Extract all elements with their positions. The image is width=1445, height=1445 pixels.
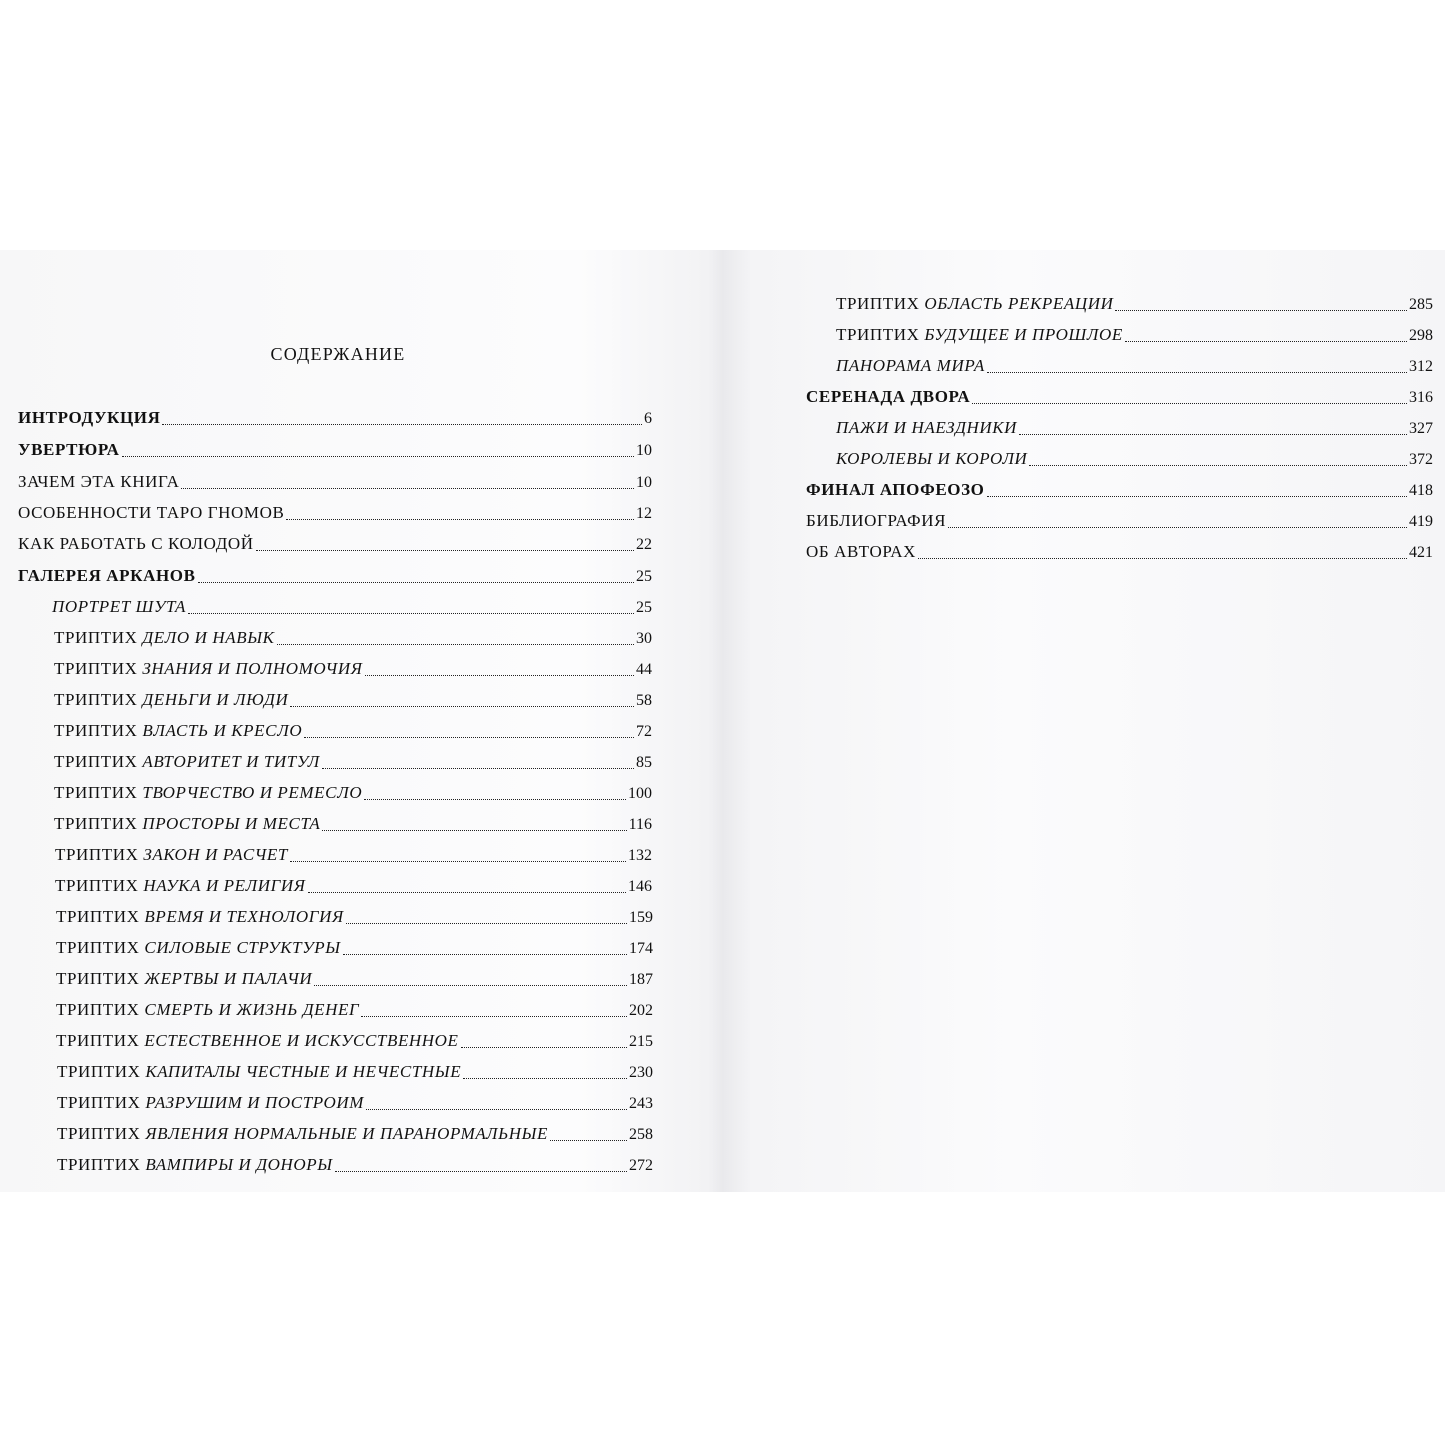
leader-dots (188, 612, 634, 614)
leader-dots (987, 495, 1407, 497)
toc-entry-lead: ТРИПТИХ (56, 907, 145, 926)
toc-entry-label: ЗАКОН И РАСЧЕТ (143, 845, 288, 864)
toc-entry (54, 781, 652, 805)
toc-entry-lead: ТРИПТИХ (54, 814, 143, 833)
toc-entry-lead: ТРИПТИХ (54, 690, 143, 709)
toc-entry-label: ПАЖИ И НАЕЗДНИКИ (836, 418, 1018, 437)
toc-entry-page: 25 (636, 599, 652, 616)
toc-entry-label: ВРЕМЯ И ТЕХНОЛОГИЯ (144, 907, 344, 926)
toc-entry-label: НАУКА И РЕЛИГИЯ (143, 876, 306, 895)
leader-dots (1115, 309, 1407, 311)
toc-entry (57, 1153, 653, 1177)
leader-dots (314, 984, 627, 986)
toc-entry (57, 1122, 653, 1146)
toc-entry-label: ГАЛЕРЕЯ АРКАНОВ (18, 566, 196, 585)
toc-entry-page: 58 (636, 692, 652, 709)
toc-entry-label: СМЕРТЬ И ЖИЗНЬ ДЕНЕГ (144, 1000, 360, 1019)
toc-entry (806, 478, 1433, 502)
toc-entry-label: КАПИТАЛЫ ЧЕСТНЫЕ И НЕЧЕСТНЫЕ (145, 1062, 462, 1081)
toc-entry-lead: ТРИПТИХ (55, 876, 144, 895)
toc-entry-lead: ТРИПТИХ (54, 783, 143, 802)
toc-entry (836, 416, 1433, 440)
toc-entry (806, 385, 1433, 409)
toc-entry-lead: ТРИПТИХ (56, 938, 145, 957)
toc-entry-label: ВЛАСТЬ И КРЕСЛО (142, 721, 303, 740)
toc-entry-label: ПРОСТОРЫ И МЕСТА (142, 814, 321, 833)
leader-dots (366, 1108, 627, 1110)
toc-entry-label: ЯВЛЕНИЯ НОРМАЛЬНЫЕ И ПАРАНОРМАЛЬНЫЕ (145, 1124, 549, 1143)
leader-dots (1125, 340, 1407, 342)
leader-dots (550, 1139, 627, 1141)
leader-dots (304, 736, 634, 738)
toc-entry (806, 540, 1433, 564)
toc-entry (806, 509, 1433, 533)
toc-entry (54, 626, 652, 650)
toc-entry (56, 905, 653, 929)
toc-entry-lead: ТРИПТИХ (54, 752, 143, 771)
toc-entry-page: 85 (636, 754, 652, 771)
toc-entry-label: КОРОЛЕВЫ И КОРОЛИ (836, 449, 1028, 468)
toc-entry-page: 174 (629, 940, 653, 957)
toc-entry-page: 418 (1409, 482, 1433, 499)
toc-entry-page: 116 (628, 816, 652, 833)
toc-entry-label: ОСОБЕННОСТИ ТАРО ГНОМОВ (18, 503, 285, 522)
leader-dots (181, 487, 634, 489)
toc-entry-label: ПАНОРАМА МИРА (836, 356, 985, 375)
toc-entry-page: 12 (636, 505, 652, 522)
toc-entry (57, 1091, 653, 1115)
toc-entry-page: 10 (636, 442, 652, 459)
toc-entry-page: 30 (636, 630, 652, 647)
right-page (722, 250, 1445, 1192)
toc-entry-label: ДЕНЬГИ И ЛЮДИ (142, 690, 289, 709)
leader-dots (365, 674, 634, 676)
leader-dots (1019, 433, 1407, 435)
toc-entry-label: ТВОРЧЕСТВО И РЕМЕСЛО (142, 783, 363, 802)
toc-entry-label: БИБЛИОГРАФИЯ (806, 511, 947, 530)
toc-entry-page: 100 (628, 785, 652, 802)
leader-dots (364, 798, 626, 800)
leader-dots (1029, 464, 1407, 466)
toc-entry (54, 657, 652, 681)
toc-entry-lead: ТРИПТИХ (54, 721, 143, 740)
toc-entry (52, 595, 652, 619)
toc-entry-page: 316 (1409, 389, 1433, 406)
toc-entry-label: ОБЛАСТЬ РЕКРЕАЦИИ (924, 294, 1114, 313)
toc-entry-label: ЕСТЕСТВЕННОЕ И ИСКУССТВЕННОЕ (144, 1031, 459, 1050)
leader-dots (335, 1170, 627, 1172)
toc-entry (55, 843, 652, 867)
toc-entry-label: КАК РАБОТАТЬ С КОЛОДОЙ (18, 534, 254, 553)
toc-entry-label: УВЕРТЮРА (18, 440, 120, 459)
leader-dots (286, 518, 634, 520)
leader-dots (290, 860, 626, 862)
toc-entry (18, 501, 652, 525)
toc-entry-label: СИЛОВЫЕ СТРУКТУРЫ (144, 938, 341, 957)
toc-entry (18, 470, 652, 494)
toc-entry-label: ПОРТРЕТ ШУТА (52, 597, 187, 616)
toc-entry-page: 187 (629, 971, 653, 988)
leader-dots (346, 922, 627, 924)
toc-entry-label: ЗНАНИЯ И ПОЛНОМОЧИЯ (142, 659, 363, 678)
leader-dots (361, 1015, 627, 1017)
leader-dots (972, 402, 1407, 404)
toc-entry (55, 874, 652, 898)
toc-entry-page: 44 (636, 661, 652, 678)
toc-entry-lead: ТРИПТИХ (57, 1093, 146, 1112)
left-page (0, 250, 720, 1192)
toc-entry (18, 564, 652, 588)
toc-entry-label: АВТОРИТЕТ И ТИТУЛ (142, 752, 320, 771)
leader-dots (256, 549, 634, 551)
toc-entry (836, 447, 1433, 471)
toc-entry-lead: ТРИПТИХ (54, 659, 143, 678)
toc-entry (18, 532, 652, 556)
toc-entry-label: СЕРЕНАДА ДВОРА (806, 387, 971, 406)
toc-entry-lead: ТРИПТИХ (56, 1000, 145, 1019)
toc-entry-label: ФИНАЛ АПОФЕОЗО (806, 480, 985, 499)
toc-entry (57, 1060, 653, 1084)
toc-entry-page: 372 (1409, 451, 1433, 468)
toc-entry-page: 230 (629, 1064, 653, 1081)
page-title: СОДЕРЖАНИЕ (270, 344, 406, 364)
toc-entry-lead: ТРИПТИХ (56, 1031, 145, 1050)
toc-entry-page: 258 (629, 1126, 653, 1143)
toc-entry-page: 419 (1409, 513, 1433, 530)
toc-entry (56, 967, 653, 991)
toc-entry-page: 10 (636, 474, 652, 491)
leader-dots (343, 953, 627, 955)
leader-dots (987, 371, 1407, 373)
toc-entry (836, 323, 1433, 347)
toc-entry-label: ДЕЛО И НАВЫК (142, 628, 275, 647)
toc-entry (56, 1029, 653, 1053)
toc-entry (56, 936, 653, 960)
toc-entry-label: ЖЕРТВЫ И ПАЛАЧИ (144, 969, 313, 988)
toc-entry (54, 688, 652, 712)
leader-dots (461, 1046, 627, 1048)
leader-dots (463, 1077, 627, 1079)
toc-entry-page: 298 (1409, 327, 1433, 344)
toc-entry-label: РАЗРУШИМ И ПОСТРОИМ (145, 1093, 365, 1112)
toc-entry-lead: ТРИПТИХ (55, 845, 144, 864)
toc-entry-page: 312 (1409, 358, 1433, 375)
toc-entry (54, 750, 652, 774)
toc-entry-page: 25 (636, 568, 652, 585)
toc-entry-page: 285 (1409, 296, 1433, 313)
toc-entry (54, 812, 652, 836)
toc-entry-lead: ТРИПТИХ (57, 1155, 146, 1174)
leader-dots (122, 455, 634, 457)
toc-entry (836, 354, 1433, 378)
toc-entry-lead: ТРИПТИХ (836, 294, 925, 313)
leader-dots (277, 643, 634, 645)
leader-dots (322, 829, 626, 831)
toc-entry (54, 719, 652, 743)
leader-dots (162, 423, 642, 425)
toc-entry-page: 6 (644, 410, 652, 427)
toc-entry-lead: ТРИПТИХ (54, 628, 143, 647)
toc-entry-page: 243 (629, 1095, 653, 1112)
leader-dots (948, 526, 1407, 528)
toc-entry-page: 327 (1409, 420, 1433, 437)
toc-entry-page: 272 (629, 1157, 653, 1174)
leader-dots (290, 705, 634, 707)
toc-entry (56, 998, 653, 1022)
toc-entry-page: 146 (628, 878, 652, 895)
leader-dots (308, 891, 626, 893)
toc-entry-label: ИНТРОДУКЦИЯ (18, 408, 161, 427)
toc-entry-page: 72 (636, 723, 652, 740)
toc-entry-page: 421 (1409, 544, 1433, 561)
toc-entry-lead: ТРИПТИХ (56, 969, 145, 988)
toc-entry-label: ЗАЧЕМ ЭТА КНИГА (18, 472, 180, 491)
toc-entry-lead: ТРИПТИХ (57, 1124, 146, 1143)
toc-entry-lead: ТРИПТИХ (57, 1062, 146, 1081)
toc-entry-label: ВАМПИРЫ И ДОНОРЫ (145, 1155, 333, 1174)
toc-entry-page: 132 (628, 847, 652, 864)
toc-entry-lead: ТРИПТИХ (836, 325, 925, 344)
toc-entry-label: ОБ АВТОРАХ (806, 542, 916, 561)
leader-dots (322, 767, 634, 769)
toc-entry-page: 215 (629, 1033, 653, 1050)
leader-dots (198, 581, 634, 583)
toc-entry-page: 22 (636, 536, 652, 553)
toc-entry (836, 292, 1433, 316)
toc-entry-label: БУДУЩЕЕ И ПРОШЛОЕ (924, 325, 1123, 344)
toc-entry (18, 406, 652, 430)
leader-dots (918, 557, 1407, 559)
toc-entry-page: 202 (629, 1002, 653, 1019)
toc-entry-page: 159 (629, 909, 653, 926)
toc-entry (18, 438, 652, 462)
